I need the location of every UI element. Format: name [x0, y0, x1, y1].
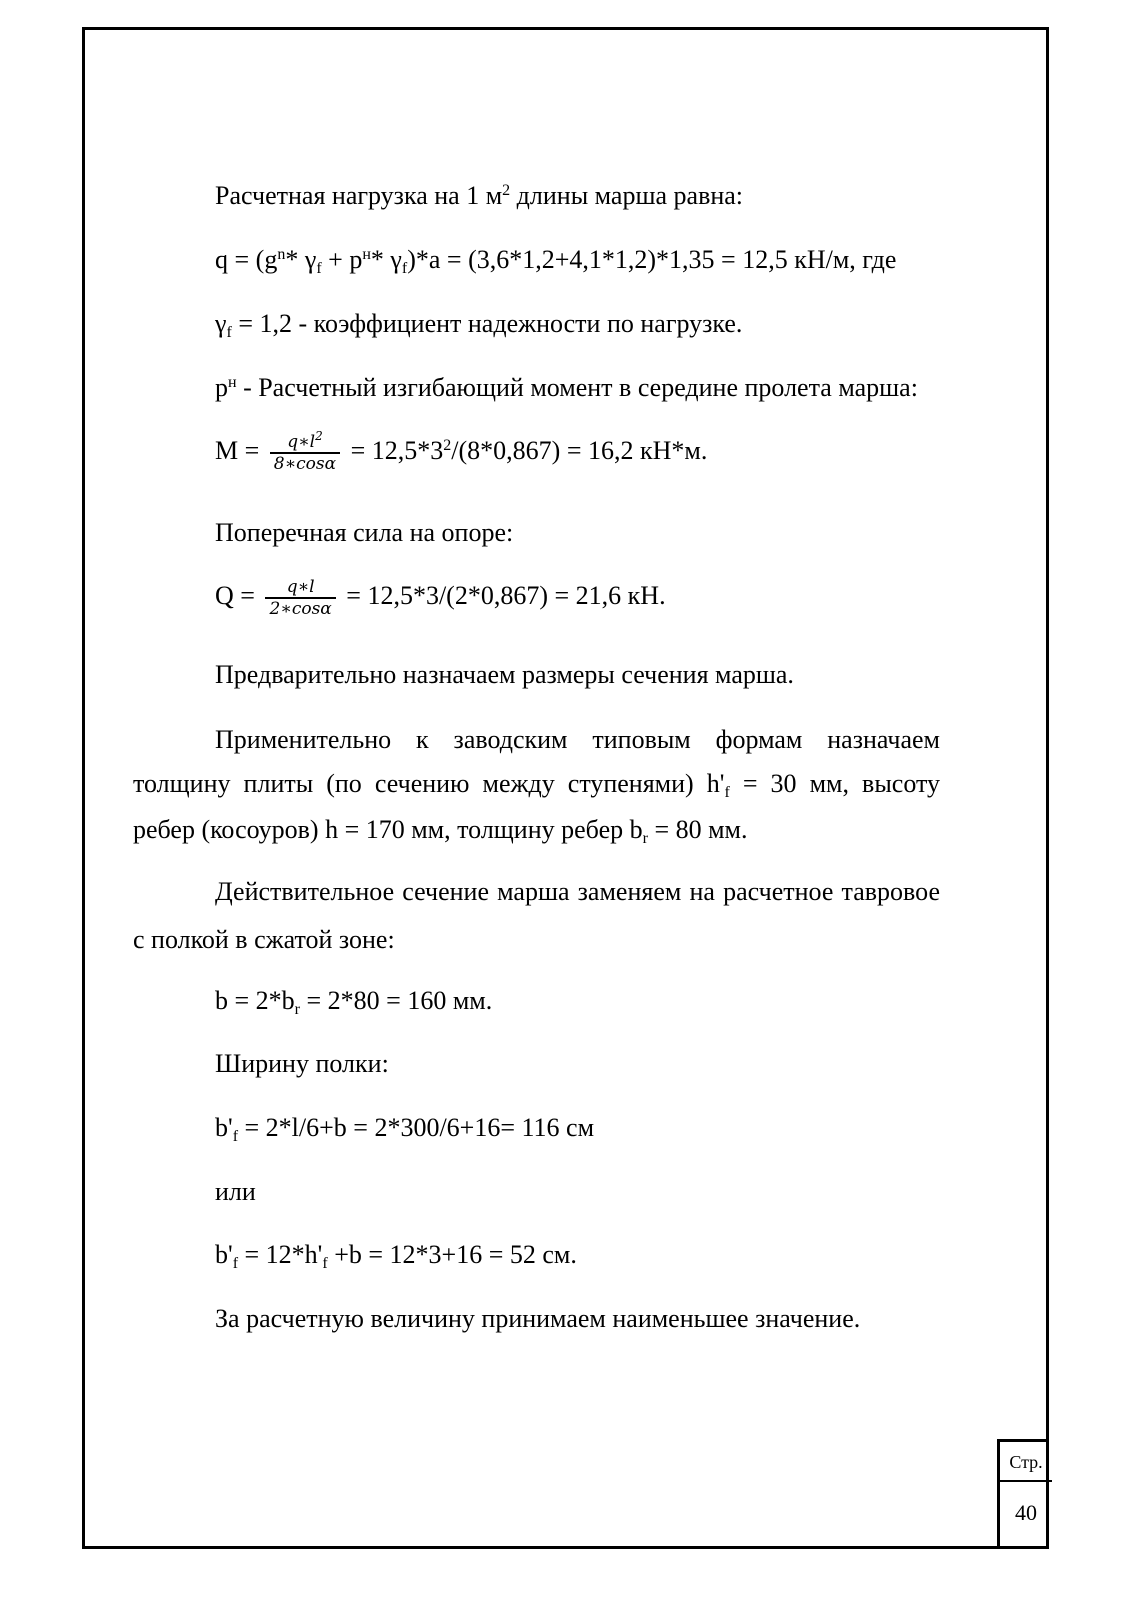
formula-q-shear: Q = $\frac{q∗l}{2∗\cos\alpha}$ = 12,5*3/(2*0,867) = 21,6 кН. — [215, 577, 666, 619]
text-line: Предварительно назначаем размеры сечения марша. — [215, 660, 794, 689]
fraction: $\frac{q∗l^2}{8∗\cos\alpha}$ — [270, 432, 340, 474]
formula-bf-2: $b'_f = 12*h'_f +b = 12*3+16 = 52$ см. — [215, 1240, 577, 1272]
formula-b: $b = 2*b_r = 2*80 = 160$ мм. — [215, 986, 493, 1018]
paragraph-line: Применительно к заводским типовым формам назначаем — [215, 725, 940, 754]
paragraph-line: Действительное сечение марша заменяем на расчетное тавровое — [215, 877, 940, 906]
fraction: $\frac{q∗l}{2∗\cos\alpha}$ — [265, 577, 335, 619]
formula-q: $q = (g^n*$ $\gamma_f + p^н*$ $\gamma_f)*a = (3,6*1,2+4,1*1,2)*1,35 = 12,5$ кН/м, где — [215, 245, 897, 277]
paragraph-line: с полкой в сжатой зоне: — [133, 925, 395, 954]
text-line: Расчетная нагрузка на 1 $м^2$ длины марша равна: — [215, 181, 744, 210]
text-line: $\gamma_f = 1,2$ - коэффициент надежности по нагрузке. — [215, 309, 743, 341]
page-number: 40 — [1015, 1500, 1037, 1525]
text-line: $p^н$ - Расчетный изгибающий момент в середине пролета марша: — [215, 373, 918, 402]
text-line: Ширину полки: — [215, 1049, 389, 1078]
page-number-stamp — [997, 1439, 1049, 1549]
page-label: Стр. — [1000, 1442, 1052, 1482]
formula-bf-1: $b'_f = 2*l/6+b = 2*300/6+16= 116$ см — [215, 1113, 595, 1145]
text-line: или — [215, 1177, 256, 1206]
text-line: За расчетную величину принимаем наименьшее значение. — [215, 1304, 861, 1333]
formula-m: M = $\frac{q∗l^2}{8∗\cos\alpha}$ = $12,5*3^2/(8*0,867) = 16,2$ кН*м. — [215, 429, 708, 474]
text-line: Поперечная сила на опоре: — [215, 518, 514, 547]
paragraph-line: толщину плиты (по сечению между ступенями) $h'_f = 30$ мм, высоту — [133, 769, 941, 801]
paragraph-line: ребер (косоуров) h = 170 мм, толщину ребер $b_r = 80$ мм. — [133, 815, 748, 847]
